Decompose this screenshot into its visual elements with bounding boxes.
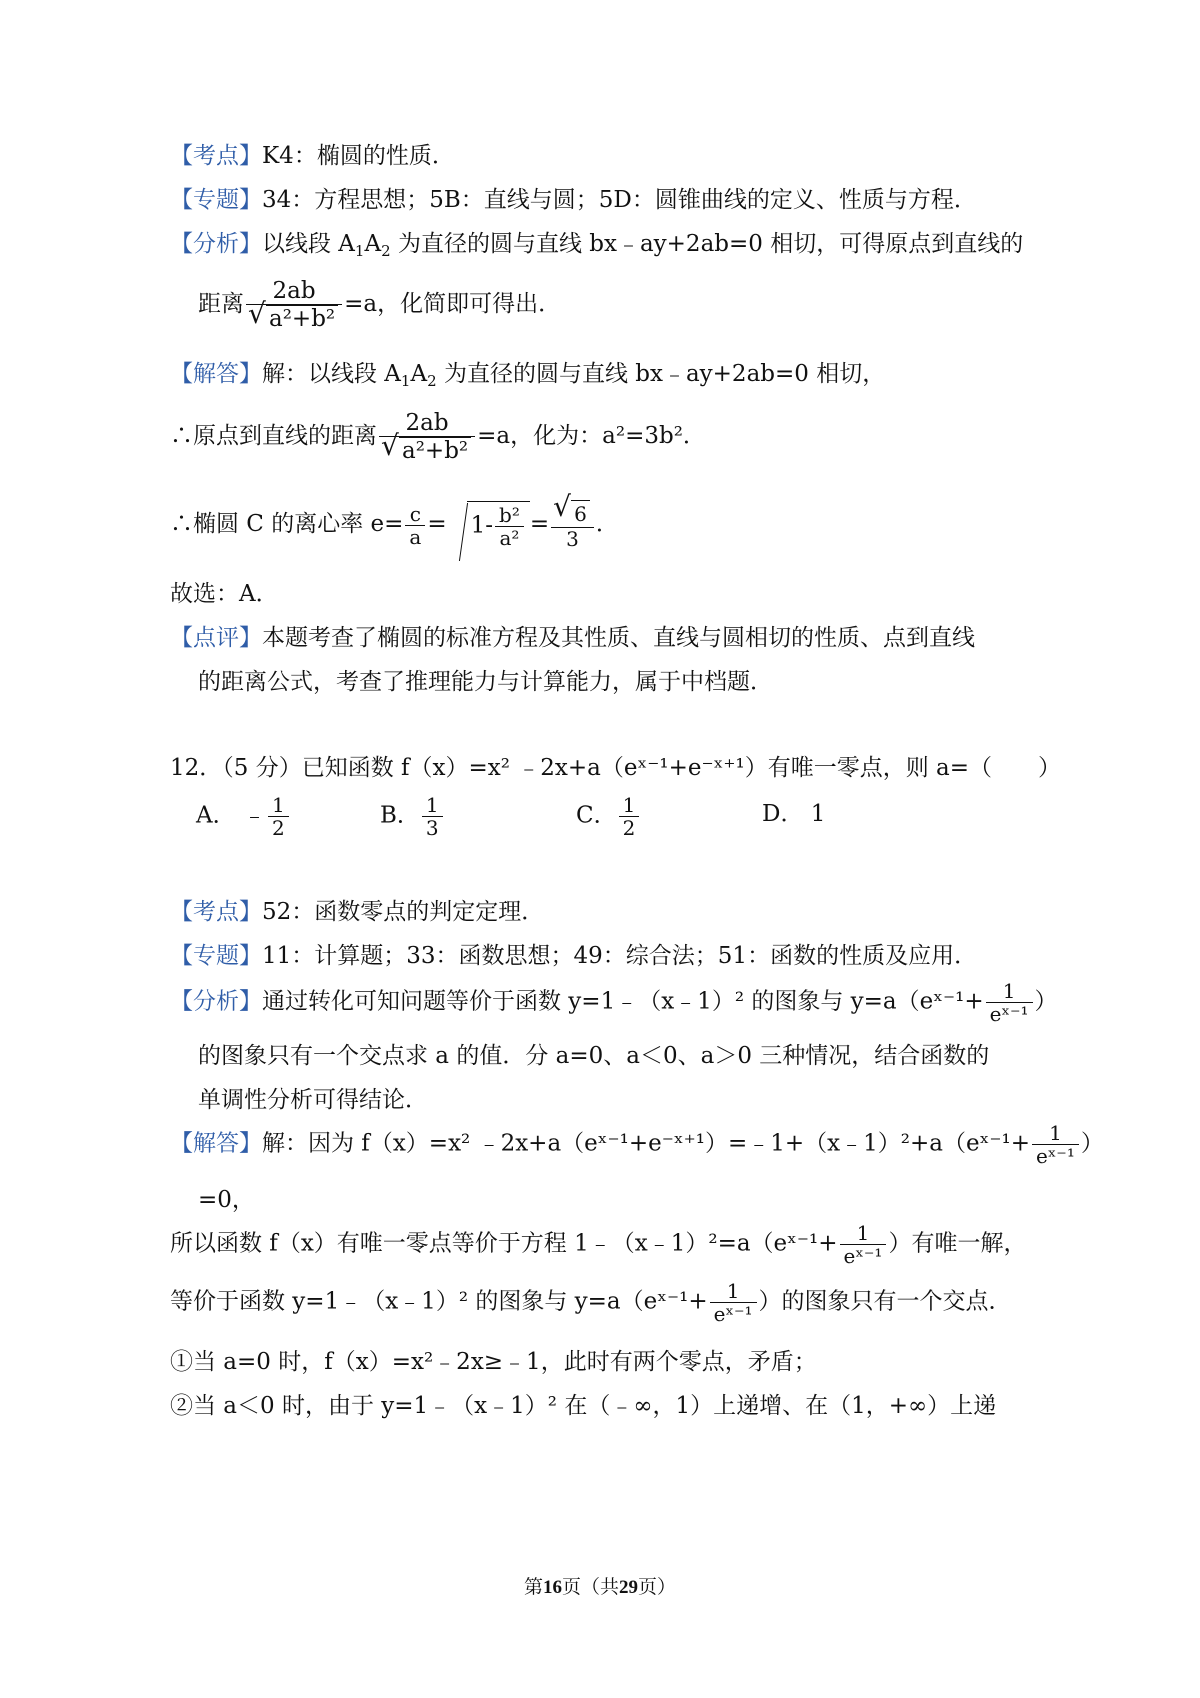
jieda-tag: 【解答】 [170, 1130, 262, 1157]
kaodian-tag: 【考点】 [170, 143, 262, 169]
fraction-denominator: 3 [566, 527, 579, 551]
footer-post: 页） [638, 1576, 677, 1598]
jieda-distance-label: ∴原点到直线的距离 [170, 423, 377, 449]
fenxi-text-pre: 以线段 A [262, 231, 355, 257]
q12-jieda-line-4 [170, 1280, 1012, 1325]
jieda-distance-post: =a，化为：a²=3b²． [477, 423, 706, 449]
c-over-a [405, 503, 425, 548]
dianping-text-2: 的距离公式，考查了推理能力与计算能力，属于中档题． [198, 669, 773, 695]
sqrt-six: 6 [571, 500, 590, 527]
fraction-denominator: 2 [271, 816, 285, 840]
jieda-line: 【解答】解：以线段 $A_1A_2$ 为直径的圆与直线 bx﹣ay+2ab=0 相切， [170, 361, 886, 390]
jieda-text-pre: 解：以线段 A [262, 361, 401, 387]
option-a [196, 794, 291, 839]
zhuanti-text: 34：方程思想；5B：直线与圆；5D：圆锥曲线的定义、性质与方程． [262, 187, 977, 213]
q12-fenxi-line [170, 980, 1058, 1025]
fraction-denominator: a²+b² [399, 437, 471, 464]
fenxi-distance-post: =a，化简即可得出． [344, 291, 562, 317]
radicand-one: 1- [470, 512, 494, 539]
q12-kaodian-text: 52：函数零点的判定定理． [262, 899, 545, 925]
fraction-numerator: 2ab [379, 410, 475, 437]
fenxi-text-mid: 为直径的圆与直线 bx﹣ay+2ab=0 相切，可得原点到直线的 [397, 231, 1024, 257]
fraction-numerator: 1 [840, 1222, 887, 1245]
footer-total-pages: 29 [619, 1577, 638, 1598]
fraction-denominator: eˣ⁻¹ [843, 1244, 883, 1268]
q12-fenxi-text-pre: 通过转化可知问题等价于函数 y=1﹣（x﹣1）² 的图象与 y=a（eˣ⁻¹+ [262, 988, 984, 1015]
footer-page-number: 16 [542, 1577, 562, 1598]
fraction-denominator: eˣ⁻¹ [1035, 1144, 1075, 1168]
jieda-distance-fraction [379, 410, 475, 464]
answer-line: 故选：A． [170, 581, 279, 607]
q12-fenxi-text-post: ） [1034, 988, 1058, 1015]
q12-zhuanti-text: 11：计算题；33：函数思想；49：综合法；51：函数的性质及应用． [262, 943, 978, 969]
zhuanti-tag: 【专题】 [170, 187, 262, 213]
jieda-tag: 【解答】 [170, 361, 262, 387]
eccentricity-line: ∴椭圆 C 的离心率 e= $\frac{c}{a}$ = 1- $\frac{\text{b²}}{\text{a²}}$ = √ $\frac{6}{3}$ ． [170, 500, 619, 550]
option-a-sign: ﹣ [242, 802, 266, 829]
distance-fraction [246, 278, 342, 332]
case-a-negative: ②当 a＜0 时，由于 y=1﹣（x﹣1）² 在（﹣∞，1）上递增、在（1，+∞）上递 [170, 1393, 997, 1419]
option-c-label: C． [576, 802, 617, 829]
fraction-denominator: 3 [425, 816, 439, 840]
jieda-distance-line [170, 410, 706, 464]
q12-zhuanti-line [170, 942, 977, 970]
option-b-label: B． [380, 802, 420, 829]
fraction-numerator: 1 [710, 1280, 757, 1303]
sqrt6-over-3 [551, 500, 594, 550]
fraction-denominator: a [409, 524, 422, 549]
q12-jieda4-pre: 等价于函数 y=1﹣（x﹣1）² 的图象与 y=a（eˣ⁻¹+ [170, 1288, 708, 1315]
q12-jieda-line-3 [170, 1222, 1026, 1267]
q12-jieda-text-pre: 解：因为 f（x）=x² ﹣2x+a（eˣ⁻¹+e⁻ˣ⁺¹）=﹣1+（x﹣1）²+a（eˣ⁻¹+ [262, 1130, 1030, 1157]
q12-fenxi-text-2: 的图象只有一个交点求 a 的值．分 a=0、a＜0、a＞0 三种情况，结合函数的 [198, 1043, 990, 1069]
fraction-numerator: 1 [619, 794, 640, 817]
dianping-tag: 【点评】 [170, 625, 262, 651]
fenxi-line: 【分析】以线段 $A_1A_2$ 为直径的圆与直线 bx﹣ay+2ab=0 相切，可得原点到直线的 [170, 231, 1024, 260]
eccentricity-label: ∴椭圆 C 的离心率 e= [170, 511, 404, 537]
dianping-text-1: 本题考查了椭圆的标准方程及其性质、直线与圆相切的性质、点到直线 [262, 625, 975, 651]
q12-fenxi-text-3: 单调性分析可得结论． [198, 1087, 428, 1113]
fraction-numerator: 1 [986, 980, 1033, 1003]
fraction-numerator: 1 [268, 794, 289, 817]
option-a-label: A． [196, 802, 236, 829]
fraction-numerator: 1 [422, 794, 443, 817]
zhuanti-line [170, 186, 977, 214]
fenxi-distance-line [198, 278, 561, 332]
fraction-denominator: a² [499, 526, 520, 550]
eccentricity-post: ． [595, 511, 619, 537]
fraction-denominator: eˣ⁻¹ [713, 1302, 753, 1326]
kaodian-tag: 【考点】 [170, 899, 262, 925]
q12-kaodian-line [170, 898, 544, 926]
fraction-denominator: a²+b² [266, 305, 338, 332]
option-d-value: 1 [810, 801, 826, 827]
option-d-label: D． [762, 801, 804, 827]
zhuanti-tag: 【专题】 [170, 943, 262, 969]
jieda-text-post: 为直径的圆与直线 bx﹣ay+2ab=0 相切， [443, 361, 886, 387]
fraction-denominator: eˣ⁻¹ [989, 1002, 1029, 1026]
fenxi-tag: 【分析】 [170, 231, 262, 257]
fraction-numerator: b² [495, 504, 524, 527]
question-12-stem: 12．（5 分）已知函数 f（x）=x² ﹣2x+a（eˣ⁻¹+e⁻ˣ⁺¹）有唯一零点，则 a=（ ） [170, 755, 1062, 781]
q12-jieda-text-2: =0， [198, 1187, 255, 1213]
option-c [576, 794, 641, 839]
fraction-numerator: 2ab [246, 278, 342, 305]
sqrt-expression [447, 501, 530, 549]
fraction-numerator: 1 [1032, 1122, 1079, 1145]
dianping-line [170, 624, 975, 652]
q12-jieda3-post: ）有唯一解， [888, 1230, 1027, 1257]
kaodian-line [170, 142, 455, 170]
q12-jieda-line [170, 1122, 1104, 1167]
case-a-zero: ①当 a=0 时，f（x）=x²﹣2x≥﹣1，此时有两个零点，矛盾； [170, 1349, 817, 1375]
fraction-numerator: c [405, 503, 425, 526]
option-b [380, 794, 445, 839]
page-footer [0, 1572, 1200, 1599]
fenxi-distance-label: 距离 [198, 291, 244, 317]
kaodian-text: K4：椭圆的性质． [262, 143, 455, 169]
footer-pre: 第 [523, 1576, 543, 1598]
footer-mid: 页（共 [561, 1576, 619, 1598]
fenxi-tag: 【分析】 [170, 988, 262, 1015]
q12-jieda4-post: ）的图象只有一个交点． [758, 1288, 1012, 1315]
q12-jieda3-pre: 所以函数 f（x）有唯一零点等价于方程 1﹣（x﹣1）²=a（eˣ⁻¹+ [170, 1230, 838, 1257]
fraction-denominator: 2 [622, 816, 636, 840]
q12-jieda-text-post: ） [1080, 1130, 1104, 1157]
option-d [762, 800, 825, 828]
